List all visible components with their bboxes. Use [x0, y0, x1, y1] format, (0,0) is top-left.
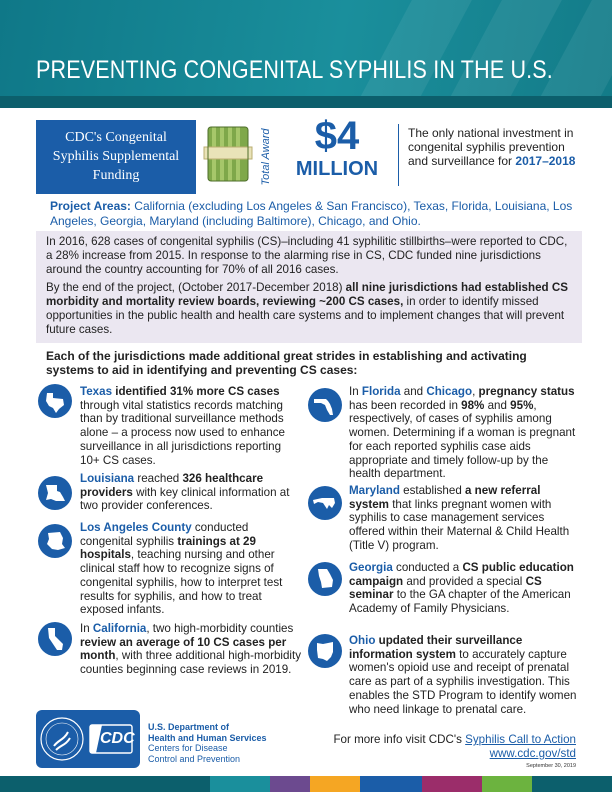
texas-map-icon	[38, 384, 72, 418]
award-amount-value: $4	[314, 114, 360, 158]
bottom-color-bar	[0, 776, 612, 792]
project-areas-text: California (excluding Los Angeles & San Francisco), Texas, Florida, Louisiana, Los Angeles, Georgia, Maryland (including Baltimore), Chicago, and Ohio.	[50, 199, 573, 228]
item-maryland: Maryland established a new referral system that links pregnant women with syphilis to case management services offered within their Maternal & Child Health (Title V) program.	[349, 484, 570, 552]
investment-years: 2017–2018	[515, 154, 576, 168]
item-ohio: Ohio updated their surveillance information system to accurately capture women's opioid use and receipt of prenatal care as part of a syphilis investigation. This enables the STD Program to identify women who need linkage to prenatal care.	[349, 634, 577, 716]
louisiana-map-icon	[38, 476, 72, 510]
funding-title-line: Funding	[92, 168, 140, 183]
total-award-label: Total Award	[260, 128, 272, 186]
std-website-link[interactable]: www.cdc.gov/std	[489, 747, 576, 760]
hhs-agency-text: U.S. Department of Health and Human Services Centers for Disease Control and Prevention	[148, 722, 267, 764]
maryland-map-icon	[308, 486, 342, 520]
item-louisiana: Louisiana reached 326 healthcare providers with key clinical information at two provider conferences.	[80, 472, 290, 513]
award-amount	[280, 114, 394, 180]
more-info: For more info visit CDC's Syphilis Call to Action www.cdc.gov/std	[333, 733, 576, 760]
georgia-map-icon	[308, 562, 342, 596]
project-areas-label: Project Areas:	[50, 199, 131, 213]
california-map-icon	[38, 622, 72, 656]
hhs-cdc-logo	[36, 710, 140, 768]
publication-date: September 30, 2019	[526, 763, 576, 769]
cdc-logo-text: CDC	[100, 730, 135, 747]
syphilis-call-to-action-link[interactable]: Syphilis Call to Action	[465, 733, 576, 746]
funding-title-line: CDC's Congenital	[65, 130, 167, 145]
award-amount-unit: MILLION	[295, 158, 379, 180]
project-areas	[50, 199, 580, 229]
divider	[398, 124, 399, 186]
investment-description: The only national investment in congenital syphilis prevention and surveillance for 2017–2018	[408, 126, 576, 168]
item-texas: Texas identified 31% more CS cases through vital statistics records matching than by traditional surveillance methods alone – a process now used to enhance surveillance in all jurisdictions reporting 10+ CS cases.	[80, 385, 285, 467]
funding-title-line: Syphilis Supplemental	[52, 149, 180, 164]
item-california: In California, two high-morbidity counties review an average of 10 CS cases per month, with three additional high-morbidity counties beginning case reviews in 2019.	[80, 622, 302, 677]
money-stack-icon	[202, 121, 254, 187]
page-title: PREVENTING CONGENITAL SYPHILIS IN THE U.S.	[36, 56, 553, 84]
item-los-angeles-county: Los Angeles County conducted congenital syphilis trainings at 29 hospitals, teaching nursing and other clinical staff how to recognize signs of congenital syphilis, how to interpret test results for syphilis, and how to treat exposed infants.	[80, 521, 283, 617]
intro-paragraph: In 2016, 628 cases of congenital syphilis (CS)–including 41 syphilitic stillbirths–were reported to CDC, a 28% increase from 2015. In response to the alarming rise in CS, CDC funded nine jurisdictions around the country accounting for 70% of all 2016 cases.	[46, 235, 568, 276]
los-angeles-county-map-icon	[38, 524, 72, 558]
strides-heading: Each of the jurisdictions made additional great strides in establishing and activating systems to aid in identifying and preventing CS cases:	[46, 349, 527, 377]
ohio-map-icon	[308, 634, 342, 668]
intro-paragraph: By the end of the project, (October 2017-December 2018) all nine jurisdictions had established CS morbidity and mortality review boards, reviewing ~200 CS cases, in order to identify missed opportunities in the public health and health care systems and to implement changes that will prevent future cases.	[46, 281, 568, 336]
intro-panel	[36, 231, 582, 343]
item-georgia: Georgia conducted a CS public education campaign and provided a special CS seminar to the GA chapter of the American Academy of Family Physicians.	[349, 561, 574, 616]
florida-map-icon	[308, 388, 342, 422]
funding-title-box	[36, 120, 196, 194]
item-florida-chicago: In Florida and Chicago, pregnancy status has been recorded in 98% and 95%, respectively, of cases of syphilis among women. Determining if a woman is pregnant for each reported syphilis case aids appropriate and timely follow-up by the health department.	[349, 385, 576, 481]
header-banner	[0, 0, 612, 108]
